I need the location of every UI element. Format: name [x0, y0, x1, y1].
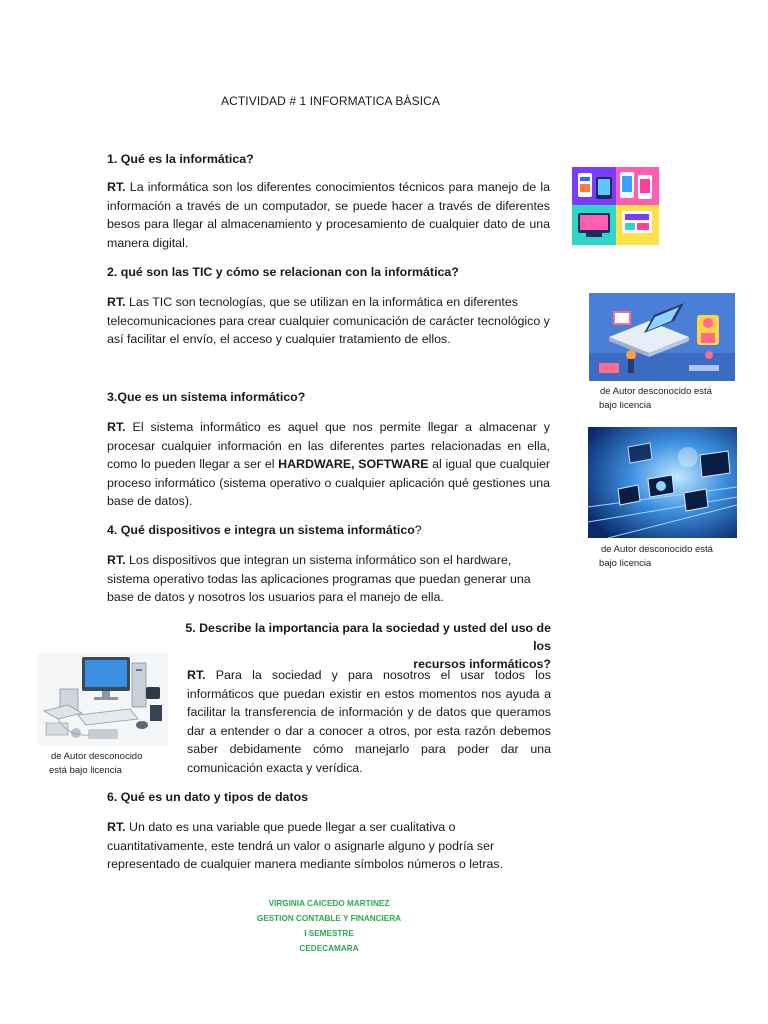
question-6: 6. Qué es un dato y tipos de datos [107, 790, 309, 804]
author-semester: I SEMESTRE [304, 929, 354, 938]
answer-6-text: Un dato es una variable que puede llegar a ser cualitativa o cuantitativamente, este tendrá un valor o asignarle alguno y podría ser representado de cualquier manera mediante símbolos números o letras. [107, 820, 504, 872]
rt-label: RT. [107, 295, 126, 309]
answer-1-text: La informática son los diferentes conocimientos técnicos para manejo de la información a través de un computador, se puede hacer a través de diferentes besos para llegar al almacenamiento y procesamiento de cualquier dato de una manera digital. [107, 180, 550, 250]
image-2-caption-line-2: bajo licencia [599, 400, 652, 411]
answer-5 [187, 666, 551, 778]
question-5-line-1: 5. Describe la importancia para la sociedad y usted del uso de los [185, 621, 551, 653]
rt-label: RT. [187, 668, 206, 682]
image-4-caption-line-2: está bajo licencia [49, 765, 122, 776]
question-2: 2. qué son las TIC y cómo se relacionan con la informática? [107, 265, 459, 279]
question-5 [170, 619, 551, 673]
answer-6 [107, 818, 522, 874]
image-3-caption-line-1: de Autor desconocido está [601, 544, 713, 555]
answer-2 [107, 293, 552, 349]
rt-label: RT. [107, 180, 126, 194]
image-3-caption [601, 543, 713, 571]
question-3: 3.Que es un sistema informático? [107, 390, 306, 404]
question-4-text: 4. Qué dispositivos e integra un sistema informático [107, 523, 415, 537]
answer-5-text: Para la sociedad y para nosotros el usar todos los informáticos que puedan existir en estos momentos nos ayuda a facilitar la transferencia de información y de datos que queramos dar a entender o dar a conocer a otros, por esta razón debemos saber debidamente cómo manejarlo para poder dar una comunicación exacta y verídica. [187, 668, 551, 775]
question-1: 1. Qué es la informática? [107, 152, 254, 166]
answer-2-text: Las TIC son tecnologías, que se utilizan en la informática en diferentes telecomunicaciones para crear cualquier comunicación de carácter tecnológico y así facilitar el envío, el acceso y cualquier tratamiento de ellos. [107, 295, 550, 347]
network-screens-illustration [588, 427, 737, 538]
answer-4 [107, 551, 547, 607]
image-2-caption-line-1: de Autor desconocido está [600, 386, 712, 397]
answer-3-text-b: al igual que cualquier proceso informático (sistema operativo o cualquier aplicación qué gestiones una base de datos). [107, 457, 550, 509]
question-4-suffix: ? [414, 523, 422, 537]
author-name: VIRGINIA CAICEDO MARTINEZ [268, 899, 390, 908]
rt-label: RT. [107, 420, 126, 434]
rt-label: RT. [107, 820, 126, 834]
page-title: ACTIVIDAD # 1 INFORMATICA BÀSICA [221, 94, 441, 108]
image-2-caption [600, 385, 712, 413]
author-institution: CEDECAMARA [299, 944, 359, 953]
computer-system-illustration [38, 653, 168, 746]
image-3-caption-line-2: bajo licencia [599, 558, 652, 569]
devices-illustration [572, 167, 659, 245]
author-program: GESTION CONTABLE Y FINANCIERA [256, 914, 402, 923]
answer-1 [107, 178, 550, 252]
answer-3-bold-terms: HARDWARE, SOFTWARE [278, 457, 429, 472]
question-4 [107, 523, 422, 537]
author-footer [229, 896, 429, 956]
image-4-caption-line-1: de Autor desconocido [51, 751, 143, 762]
answer-3 [107, 418, 550, 511]
answer-3-text-a: El sistema informático es aquel que nos permite llegar a almacenar y procesar cualquier información en las diferentes partes relacionadas en ella, como lo pueden llegar a ser el [107, 420, 550, 472]
isometric-laptop-illustration [589, 293, 735, 381]
question-5-line-2: recursos informáticos? [413, 657, 551, 671]
answer-4-text: Los dispositivos que integran un sistema informático son el hardware, sistema operativo todas las aplicaciones programas que puedan generar una base de datos y nosotros los usuarios para el manejo de ella. [107, 553, 531, 605]
rt-label: RT. [107, 553, 126, 567]
image-4-caption [51, 750, 142, 778]
